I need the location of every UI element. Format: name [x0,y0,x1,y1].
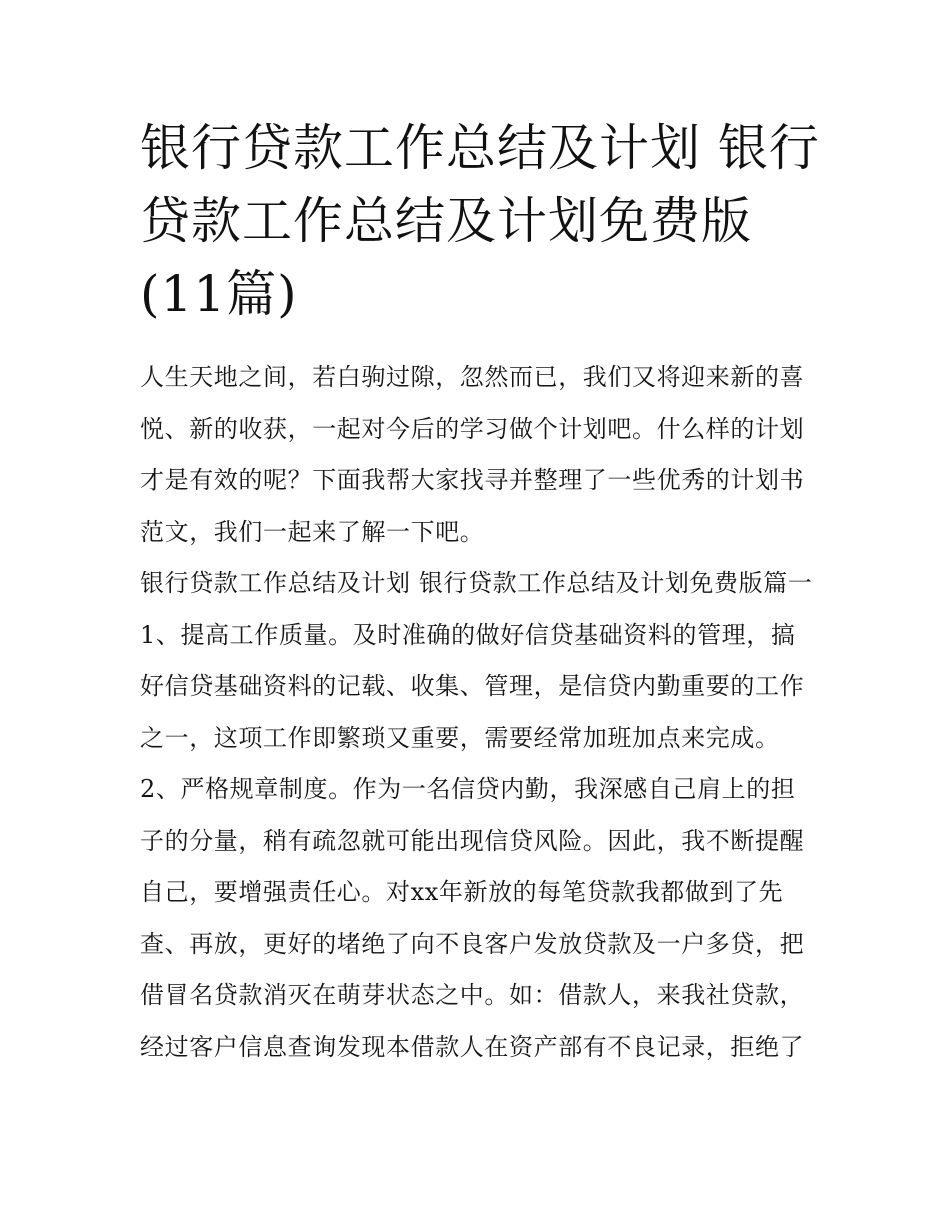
body-paragraph-2: 2、严格规章制度。作为一名信贷内勤，我深感自己肩上的担子的分量，稍有疏忽就可能出现信贷风险。因此，我不断提醒自己，要增强责任心。对xx年新放的每笔贷款我都做到了先查、再放，更好的堵绝了向不良客户发放贷款及一户多贷，把借冒名贷款消灭在萌芽状态之中。如：借款人，来我社贷款，经过客户信息查询发现本借款人在资产部有不良记录，拒绝了 [140,775,805,1061]
section-heading: 银行贷款工作总结及计划 银行贷款工作总结及计划免费版篇一 [140,569,813,597]
body-paragraph-1: 1、提高工作质量。及时准确的做好信贷基础资料的管理，搞好信贷基础资料的记载、收集、管理，是信贷内勤重要的工作之一，这项工作即繁琐又重要，需要经常加班加点来完成。 [140,620,805,752]
document-body [140,352,820,1073]
document-title: 银行贷款工作总结及计划 银行贷款工作总结及计划免费版(11篇) [140,119,820,323]
intro-paragraph: 人生天地之间，若白驹过隙，忽然而已，我们又将迎来新的喜悦、新的收获，一起对今后的学习做个计划吧。什么样的计划才是有效的呢？下面我帮大家找寻并整理了一些优秀的计划书范文，我们一起来了解一下吧。 [140,363,805,546]
